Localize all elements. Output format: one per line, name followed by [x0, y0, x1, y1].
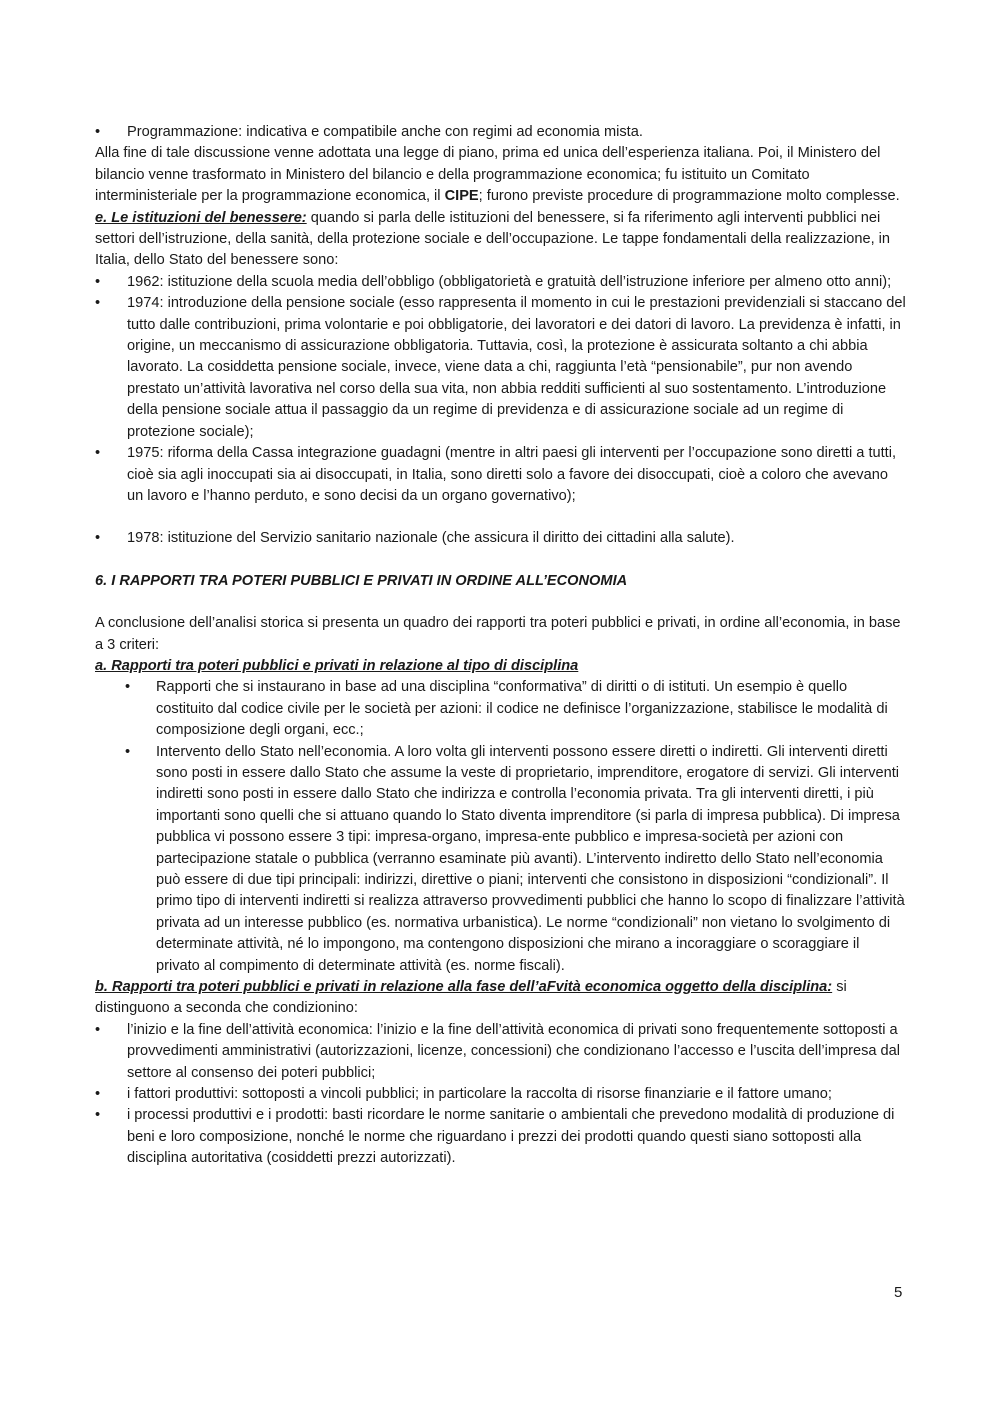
list-item-text: 1974: introduzione della pensione sociale (esso rappresenta il momento in cui le prestazioni previdenziali si staccano del tutto dalle contribuzioni, prima volontarie e poi obbligatorie, dei lavoratori e dei datori di lavoro. La previdenza è infatti, in origine, un meccanismo di assicurazione obbligatoria. Tuttavia, così, la protezione è assicurata soltanto a chi abbia lavorato. La cosiddetta pensione sociale, invece, viene data a chi, raggiunta l’età “pensionabile”, pur non avendo prestato un’attività lavorativa nel corso della sua vita, non abbia redditi sufficienti al suo sostentamento. L’introduzione della pensione sociale attua il passaggio da un regime di previdenza e di assicurazione sociale ad un regime di protezione sociale); [127, 295, 906, 440]
paragraph-text: si distinguono a seconda che condizionino: [95, 979, 847, 1017]
paragraph: A conclusione dell’analisi storica si presenta un quadro dei rapporti tra poteri pubblici e privati, in ordine all’economia, in base a 3 criteri: [95, 615, 901, 653]
list-item-text: Intervento dello Stato nell’economia. A loro volta gli interventi possono essere diretti o indiretti. Gli interventi diretti sono posti in essere dallo Stato che assume la veste di proprietario, imprenditore, erogatore di servizi. Gli interventi indiretti sono posti in essere dallo Stato che indirizza e controlla l’economia privata. Tra gli interventi diretti, i più importanti sono quelli che si attuano quando lo Stato diventa imprenditore (si parla di impresa pubblica). Di impresa pubblica vi possono essere 3 tipi: impresa-organo, impresa-ente pubblico e impresa-società per azioni con partecipazione statale o pubblica (verranno esaminate più avanti). L’intervento indiretto dello Stato nell’economia può essere di due tipi principali: indirizzi, direttive o piani; interventi che consistono in disposizioni “condizionali”. Il primo tipo di interventi indiretti si realizza attraverso provvedimenti pubblici che hanno lo scopo di finalizzare l’attività privata ad un interesse pubblico (es. normativa urbanistica). Le norme “condizionali” non vietano lo svolgimento di determinate attività, né lo impongono, ma contengono disposizioni che mirano a incoraggiare o scoraggiare il privato al compimento di determinate attività (es. norme fiscali). [156, 743, 905, 974]
page-body [95, 122, 907, 1170]
list-item [95, 677, 907, 741]
paragraph [95, 143, 907, 207]
list-item [95, 1084, 907, 1105]
list-item [95, 443, 907, 507]
section-6-heading: 6. I RAPPORTI TRA POTERI PUBBLICI E PRIVATI IN ORDINE ALL’ECONOMIA [95, 572, 628, 589]
spacer [95, 592, 907, 613]
list-item [95, 1020, 907, 1084]
bullet-icon: • [95, 1021, 101, 1038]
bullet-icon: • [95, 273, 101, 290]
list-item-text: i fattori produttivi: sottoposti a vincoli pubblici; in particolare la raccolta di risorse finanziarie e il fattore umano; [127, 1086, 832, 1103]
section-e [95, 208, 907, 272]
bullet-icon: • [95, 1086, 101, 1103]
subsection-b [95, 977, 907, 1020]
list-item-text: 1978: istituzione del Servizio sanitario nazionale (che assicura il diritto dei cittadini alla salute). [127, 530, 735, 547]
list-item-text: Rapporti che si instaurano in base ad una disciplina “conformativa” di diritti o di istituti. Un esempio è quello costituito dal codice civile per le società per azioni: il codice ne definisce l’organizzazione, stabilisce le modalità di composizione degli organi, ecc.; [156, 679, 888, 739]
bullet-icon: • [95, 124, 101, 140]
section-heading: e. Le istituzioni del benessere: [95, 209, 307, 226]
paragraph-text: quando si parla delle istituzioni del benessere, si fa riferimento agli interventi pubblici nei settori dell’istruzione, della sanità, della protezione sociale e dell’occupazione. Le tappe fondamentali della realizzazione, in Italia, dello Stato del benessere sono: [95, 209, 891, 269]
bullet-icon: • [95, 1107, 101, 1124]
list-item-text: 1962: istituzione della scuola media dell’obbligo (obbligatorietà e gratuità dell’istruzione inferiore per almeno otto anni); [127, 273, 892, 290]
page-number: 5 [894, 1284, 903, 1301]
bullet-icon: • [125, 743, 131, 760]
subsection-b-heading: b. Rapporti tra poteri pubblici e privati in relazione alla fase dell’aFvità economica oggetto della disciplina: [95, 979, 833, 996]
bold-term: CIPE [444, 188, 479, 205]
list-item-text: 1975: riforma della Cassa integrazione guadagni (mentre in altri paesi gli interventi per l’occupazione sono diretti a tutti, cioè sia agli inoccupati sia ai disoccupati, in Italia, sono diretti solo a favore dei disoccupati, cioè a coloro che avevano un lavoro e l’hanno perduto, e sono decisi da un organo governativo); [127, 445, 897, 504]
list-item [95, 293, 907, 443]
list-item [95, 1105, 907, 1169]
list-item-text: l’inizio e la fine dell’attività economica: l’inizio e la fine dell’attività economica di privati sono frequentemente sottoposti a provvedimenti amministrativi (autorizzazioni, licenze, concessioni) che condizionano l’accesso e l’uscita dell’impresa dal settore al consenso dei poteri pubblici; [127, 1021, 901, 1081]
paragraph-text: Alla fine di tale discussione venne adottata una legge di piano, prima ed unica dell’esperienza italiana. Poi, il Ministero del bilancio venne trasformato in Ministero del bilancio e della programmazione economica; fu istituito un Comitato interministeriale per la programmazione economica, il [95, 145, 881, 205]
list-item-text: Programmazione: indicativa e compatibile anche con regimi ad economia mista. [127, 124, 643, 140]
paragraph-text: ; furono previste procedure di programmazione molto complesse. [478, 188, 900, 205]
list-item [95, 742, 907, 977]
list-item [95, 528, 907, 549]
list-item [95, 122, 907, 143]
list-item [95, 272, 907, 293]
bullet-icon: • [125, 679, 131, 696]
bullet-icon: • [95, 530, 101, 547]
spacer [95, 507, 907, 528]
subsection-a-heading: a. Rapporti tra poteri pubblici e privati in relazione al tipo di disciplina [95, 657, 579, 674]
list-item-text: i processi produttivi e i prodotti: basti ricordare le norme sanitarie o ambientali che prevedono modalità di produzione di beni e loro composizione, nonché le norme che riguardano i prezzi dei prodotti quando questi siano sottoposti alla disciplina autoritativa (cosiddetti prezzi autorizzati). [127, 1107, 895, 1167]
bullet-icon: • [95, 445, 101, 462]
bullet-icon: • [95, 295, 101, 312]
spacer [95, 550, 907, 571]
